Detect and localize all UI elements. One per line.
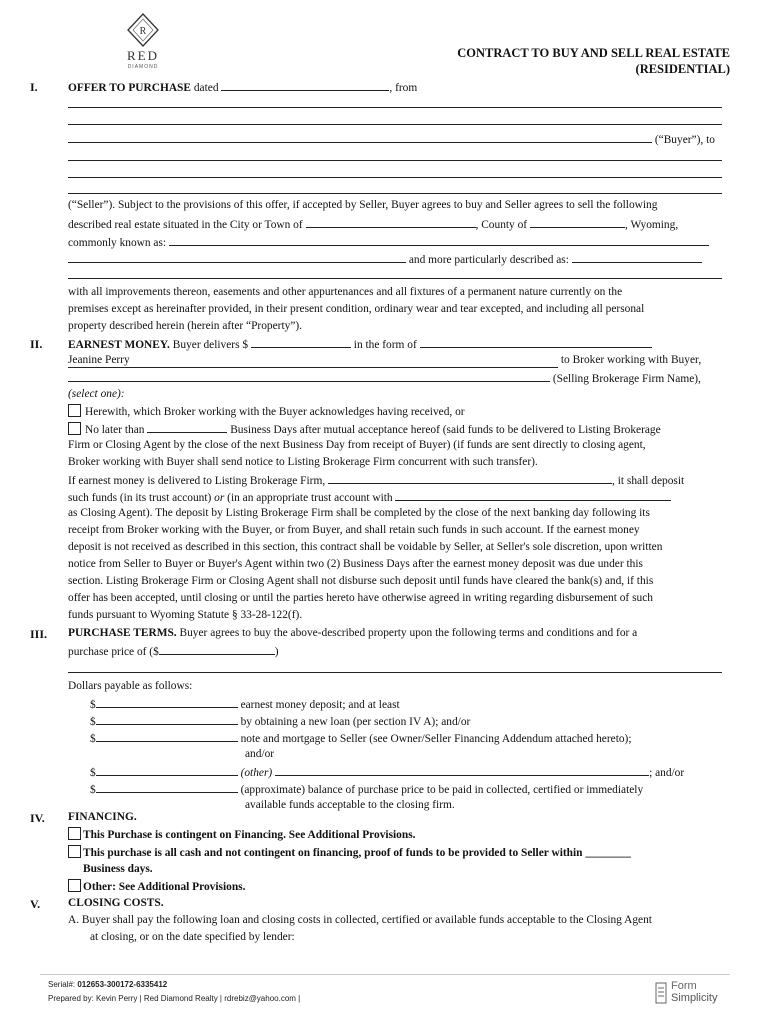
city-label: described real estate situated in the City or Town of [68,219,303,231]
business-days-field[interactable] [147,421,227,433]
term-earnest [90,696,400,712]
earnest-amount-field[interactable] [251,336,351,348]
purchase-price-line [68,643,279,659]
serial-line [48,980,167,989]
blank-line[interactable] [68,177,722,178]
delivers-label: Buyer delivers $ [172,339,249,351]
term-new-loan-label: by obtaining a new loan (per section IV A); and/or [240,716,471,728]
buyer-line [68,131,715,147]
no-later-checkbox[interactable] [68,422,81,435]
trust-account-field[interactable] [395,489,671,501]
serial-number: 012653-300172-6335412 [77,980,168,989]
legal-description-line-2[interactable] [68,278,722,279]
section-3-number: III. [30,627,48,641]
dated-label: dated [193,82,219,94]
other-financing-checkbox[interactable] [68,879,81,892]
county-field[interactable] [530,216,625,228]
term-other [90,764,684,780]
term-balance-label-2: available funds acceptable to the closing firm. [245,799,455,811]
term-balance-label: (approximate) balance of purchase price to be paid in collected, certified or immediately [240,784,644,796]
section-3-heading: PURCHASE TERMS. [68,627,177,639]
earnest-text: section. Listing Brokerage Firm or Closing Agent shall not disburse such deposit until funds have cleared the bank(s) and, if this [68,575,654,587]
earnest-text: Firm or Closing Agent by the close of the next Business Day from receipt of Buyer) (if funds are sent directly to closing agent, [68,439,646,451]
dollar-sign: $ [90,767,96,779]
blank-line[interactable] [68,160,722,161]
dollars-payable-label: Dollars payable as follows: [68,680,193,692]
earnest-text: offer has been accepted, until closing or until the parties hereto have otherwise agreed in writing regarding disbursement of such [68,592,653,604]
business-days-label: Business Days after mutual acceptance hereof (said funds to be delivered to Listing Brokerage [230,424,661,436]
selling-firm-label: (Selling Brokerage Firm Name), [552,373,701,385]
term-other-label: (other) [240,767,273,779]
and-or-label: and/or [245,748,275,760]
trust-or-label: or [214,492,225,504]
offer-date-field[interactable] [221,79,389,91]
option-herewith [68,404,465,419]
known-as-line [68,234,709,250]
term-other-amount-field[interactable] [96,764,238,776]
cash-purchase-label: This purchase is all cash and not contingent on financing, proof of funds to be provided to Seller within ________ [83,847,631,859]
section-5-heading: CLOSING COSTS. [68,897,164,909]
dollar-sign: $ [90,784,96,796]
known-as-label: commonly known as: [68,237,167,249]
logo-text: RED [127,48,159,63]
select-one-label: (select one): [68,388,125,400]
selling-firm-field[interactable] [68,370,550,382]
other-financing-label: Other: See Additional Provisions. [83,881,246,893]
term-earnest-label: earnest money deposit; and at least [240,699,400,711]
listing-firm-label: If earnest money is delivered to Listing Brokerage Firm, [68,475,326,487]
earnest-money-line [68,336,652,352]
closing-costs-text: A. Buyer shall pay the following loan and closing costs in collected, certified or available funds acceptable to the Closing Agent [68,914,652,926]
document-icon [655,982,667,1004]
contract-title: CONTRACT TO BUY AND SELL REAL ESTATE [457,46,730,60]
blank-line[interactable] [68,107,722,108]
cash-purchase-label-2: Business days. [83,863,153,875]
seller-name-field[interactable] [68,193,722,194]
trust-label: such funds (in its trust account) [68,492,212,504]
serial-label: Serial#: [48,980,76,989]
earnest-text: receipt from Broker working with the Buyer, or from Buyer, and shall retain such funds in such account. If the earnest money [68,524,640,536]
purchase-terms-line [68,626,637,640]
broker-name-field[interactable] [68,353,558,368]
legal-description-field[interactable] [572,251,702,263]
earnest-text: Broker working with Buyer shall send notice to Listing Brokerage Firm concurrent with such transfer). [68,456,538,468]
option-no-later [68,421,661,437]
improvements-text: with all improvements thereon, easements and other appurtenances and all fixtures of a permanent nature currently on the [68,286,623,298]
brand-simplicity: Simplicity [671,992,718,1004]
logo-subtext: DIAMOND [127,64,159,70]
purchase-price-label: purchase price of ($ [68,646,159,658]
term-seller-note [90,730,632,746]
footer-divider [40,974,730,975]
trust-account-label: (in an appropriate trust account with [227,492,393,504]
purchase-price-field[interactable] [159,643,275,655]
term-seller-note-field[interactable] [96,730,238,742]
trust-line [68,489,671,505]
improvements-text: premises except as hereinafter provided, in their present condition, ordinary wear and tear excepted, and including all personal [68,303,645,315]
purchase-price-close: ) [274,646,279,658]
term-balance [90,781,643,797]
earnest-form-field[interactable] [420,336,652,348]
earnest-text: funds pursuant to Wyoming Statute § 33-28-122(f). [68,609,303,621]
earnest-text: as Closing Agent). The deposit by Listing Brokerage Firm shall be completed by the close of the next banking day following its [68,507,650,519]
financing-option-3 [68,879,245,894]
blank-line[interactable] [68,124,722,125]
from-label: , from [389,82,418,94]
price-in-words-field[interactable] [68,672,722,673]
prepared-by: Prepared by: Kevin Perry | Red Diamond Realty | rdrebiz@yahoo.com | [48,994,301,1003]
seller-text: (“Seller”). Subject to the provisions of this offer, if accepted by Seller, Buyer agrees to buy and Seller agrees to sell the following [68,199,658,211]
closing-costs-text: at closing, or on the date specified by lender: [90,931,295,943]
dollar-sign: $ [90,716,96,728]
known-as-field[interactable] [169,234,709,246]
section-2-heading: EARNEST MONEY. [68,339,170,351]
term-earnest-field[interactable] [96,696,238,708]
no-later-label: No later than [85,424,145,436]
offer-line [68,79,417,95]
more-described-label: and more particularly described as: [408,254,569,266]
section-5-number: V. [30,897,41,911]
company-logo [118,10,168,74]
term-balance-field[interactable] [96,781,238,793]
selling-firm-line [68,370,701,386]
earnest-text: notice from Seller to Buyer or Buyer's Agent within two (2) Business Days after the earnest money deposit was due under this [68,558,643,570]
state-label: , Wyoming, [624,219,679,231]
cash-purchase-checkbox[interactable] [68,845,81,858]
svg-text:R: R [139,26,147,37]
term-other-andor: ; and/or [649,767,685,779]
legal-description-line [68,251,702,267]
financing-option-1 [68,827,416,842]
term-new-loan [90,713,470,729]
city-field[interactable] [306,216,476,228]
herewith-checkbox[interactable] [68,404,81,417]
section-1-number: I. [30,80,38,94]
brand-form: Form [671,980,697,992]
financing-contingent-checkbox[interactable] [68,827,81,840]
term-seller-note-label: note and mortgage to Seller (see Owner/Seller Financing Addendum attached hereto); [240,733,632,745]
broker-name: Jeanine Perry [68,354,130,366]
buyer-name-field[interactable] [68,131,652,143]
to-broker-label: to Broker working with Buyer, [560,354,702,366]
improvements-text: property described herein (herein after “Property”). [68,320,303,332]
financing-option-2 [68,845,631,860]
buyer-label: (“Buyer”), to [654,134,715,146]
listing-firm-line [68,472,684,488]
section-2-number: II. [30,337,43,351]
contract-subtitle: (RESIDENTIAL) [635,62,730,76]
description-line [68,216,678,232]
formsimplicity-logo [655,980,735,1008]
term-new-loan-field[interactable] [96,713,238,725]
section-4-number: IV. [30,811,45,825]
term-other-desc-field[interactable] [275,764,649,776]
section-1-heading: OFFER TO PURCHASE [68,82,191,94]
deposit-label: , it shall deposit [612,475,685,487]
dollar-sign: $ [90,733,96,745]
in-form-label: in the form of [353,339,417,351]
broker-line [68,353,701,368]
purchase-terms-text: Buyer agrees to buy the above-described property upon the following terms and conditions and for a [179,627,638,639]
county-label: , County of [475,219,528,231]
address-field[interactable] [68,251,406,263]
herewith-label: Herewith, which Broker working with the Buyer acknowledges having received, or [85,406,465,418]
financing-contingent-label: This Purchase is contingent on Financing. See Additional Provisions. [83,829,416,841]
section-4-heading: FINANCING. [68,811,137,823]
earnest-text: deposit is not received as described in this section, this contract shall be voidable by Seller, at Seller's sole discretion, upon written [68,541,663,553]
dollar-sign: $ [90,699,96,711]
listing-firm-field[interactable] [328,472,612,484]
